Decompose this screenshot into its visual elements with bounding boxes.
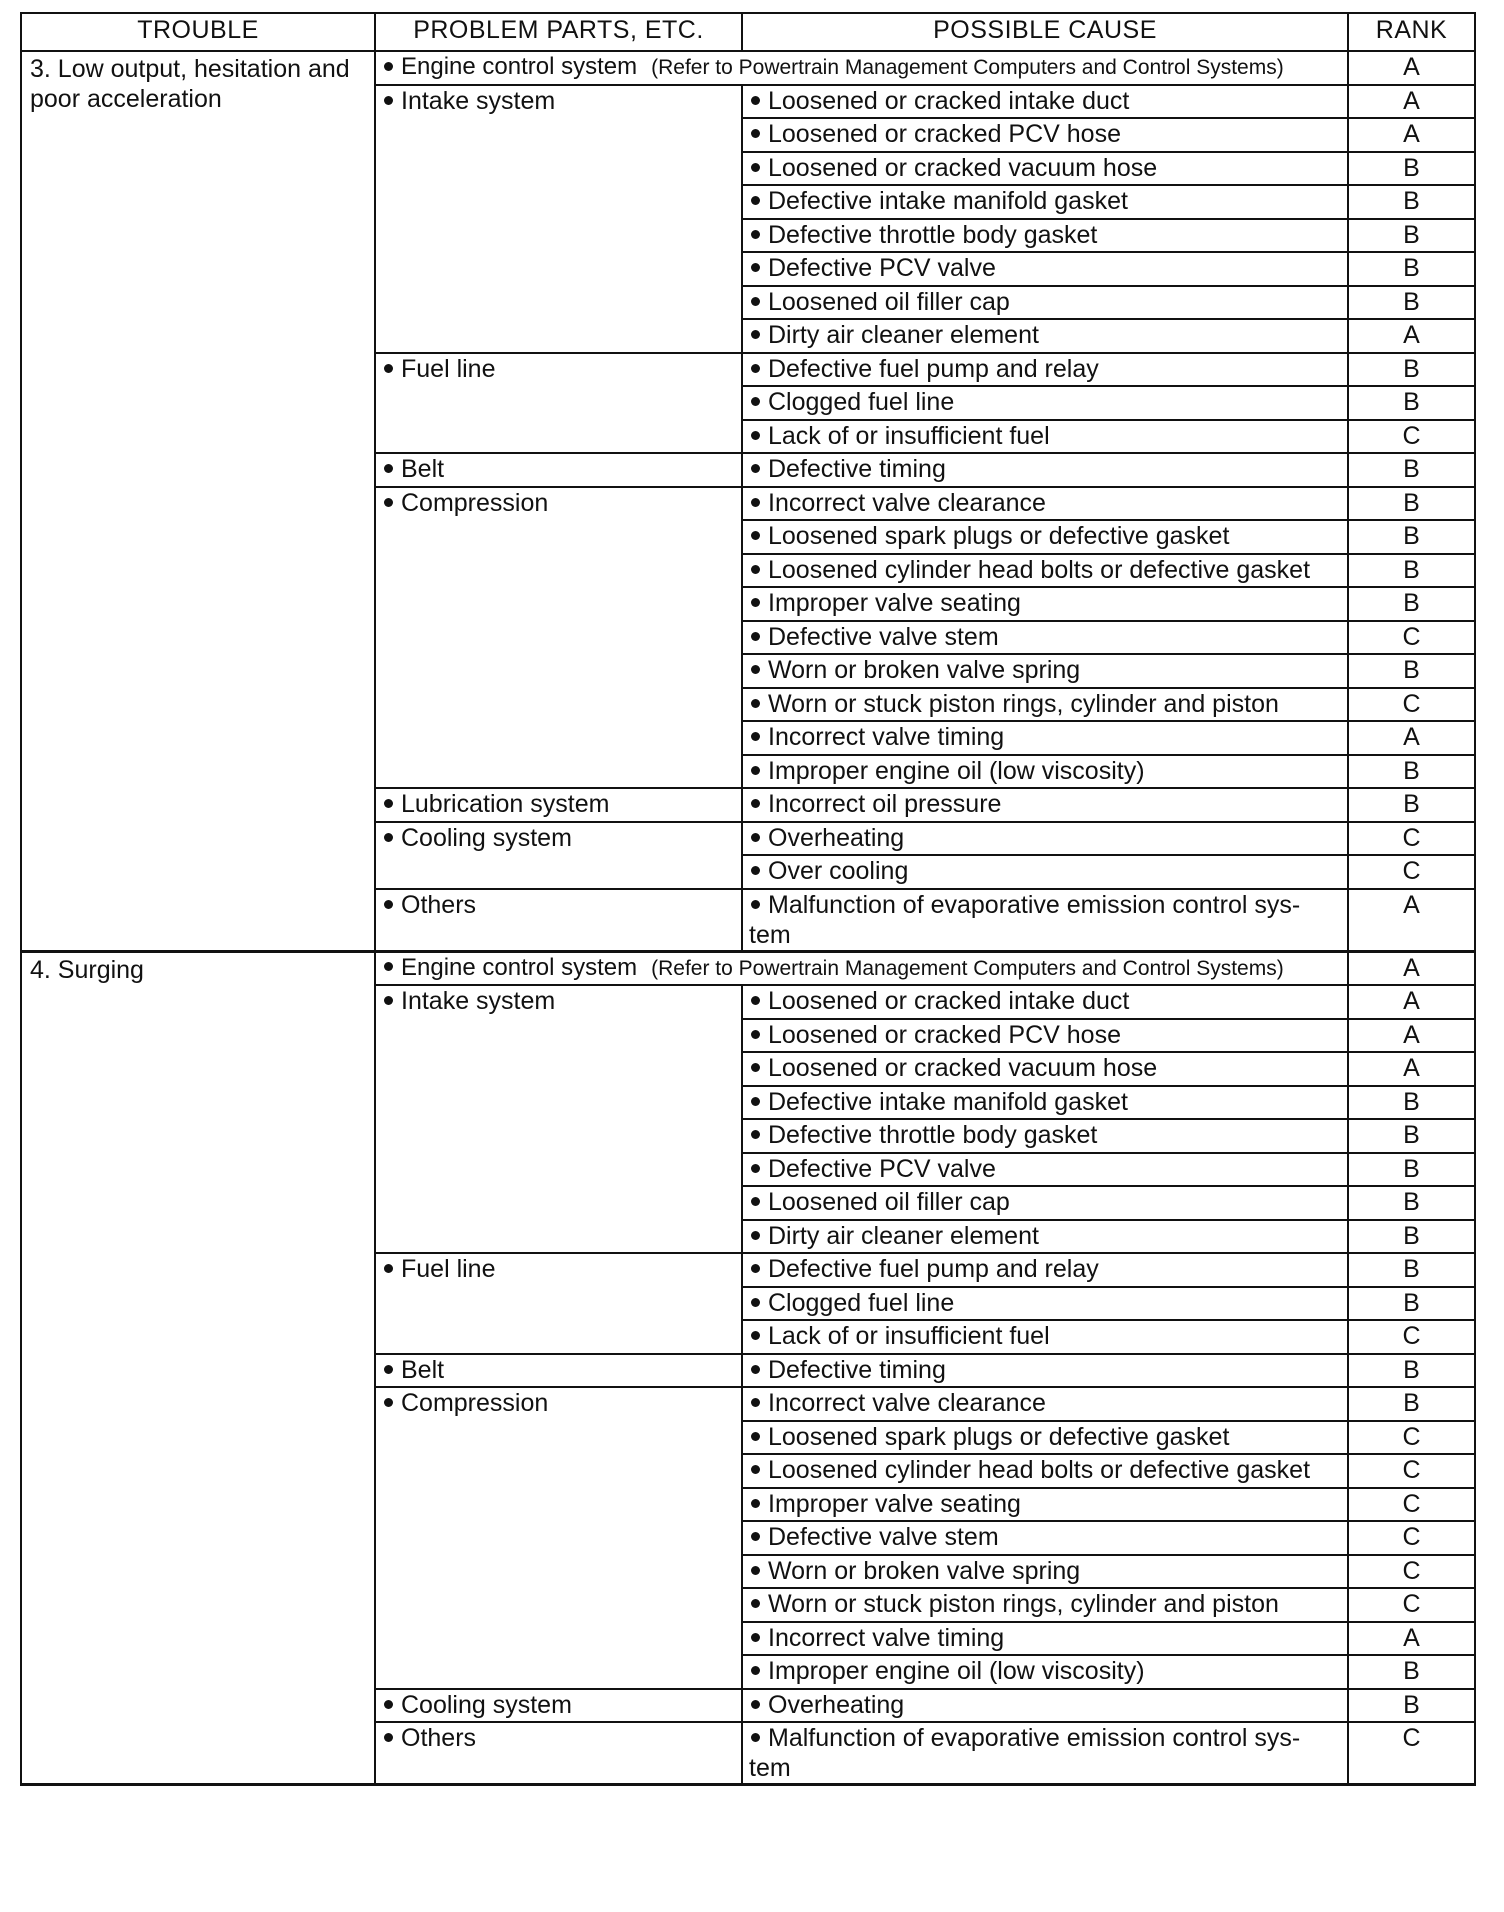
reference-note: (Refer to Powertrain Management Computers and Control Systems)	[651, 956, 1284, 980]
possible-cause-cell	[742, 1421, 1348, 1455]
possible-cause-cell	[742, 1153, 1348, 1187]
rank-cell: C	[1348, 1488, 1475, 1522]
rank-cell: C	[1348, 822, 1475, 856]
possible-cause-label: Defective fuel pump and relay	[768, 354, 1099, 383]
possible-cause-label: Over cooling	[768, 857, 909, 885]
possible-cause-label: Loosened or cracked intake duct	[768, 987, 1130, 1015]
possible-cause-cell	[742, 755, 1348, 789]
rank-cell: A	[1348, 319, 1475, 353]
header-trouble: TROUBLE	[21, 13, 375, 51]
bullet-icon	[751, 1298, 760, 1307]
trouble-cell	[21, 51, 375, 951]
possible-cause-label: Improper engine oil (low viscosity)	[768, 756, 1145, 785]
problem-part-cell	[375, 822, 742, 889]
problem-part-cell	[375, 51, 1348, 85]
rank-cell: B	[1348, 152, 1475, 186]
possible-cause-cell	[742, 889, 1348, 952]
trouble-cell	[21, 951, 375, 1785]
problem-part-label: Fuel line	[401, 354, 496, 383]
bullet-icon	[751, 230, 760, 239]
possible-cause-label: Improper valve seating	[768, 589, 1021, 617]
rank-cell: B	[1348, 1387, 1475, 1421]
possible-cause-cell	[742, 1354, 1348, 1388]
bullet-icon	[751, 1566, 760, 1575]
possible-cause-label: Loosened or cracked PCV hose	[768, 120, 1121, 148]
bullet-icon	[751, 1365, 760, 1374]
bullet-icon	[751, 1331, 760, 1340]
possible-cause-cell	[742, 185, 1348, 219]
bullet-icon	[751, 799, 760, 808]
bullet-icon	[384, 900, 393, 909]
bullet-icon	[751, 632, 760, 641]
possible-cause-cell	[742, 420, 1348, 454]
problem-part-cell	[375, 788, 742, 822]
rank-cell: C	[1348, 1521, 1475, 1555]
bullet-icon	[384, 62, 393, 71]
bullet-icon	[751, 1164, 760, 1173]
trouble-label: 4. Surging	[30, 955, 144, 984]
possible-cause-label: Loosened oil filler cap	[768, 287, 1010, 316]
bullet-icon	[384, 1733, 393, 1742]
rank-cell: C	[1348, 1454, 1475, 1488]
problem-part-label: Fuel line	[401, 1255, 496, 1283]
possible-cause-label: Loosened spark plugs or defective gasket	[768, 1422, 1230, 1451]
rank-cell: C	[1348, 1421, 1475, 1455]
rank-cell: C	[1348, 1320, 1475, 1354]
possible-cause-label: Defective valve stem	[768, 1523, 999, 1551]
rank-cell: B	[1348, 219, 1475, 253]
header-row	[21, 13, 1475, 51]
possible-cause-label: Dirty air cleaner element	[768, 1221, 1039, 1250]
possible-cause-label: Malfunction of evaporative emission control sys- tem	[749, 1724, 1301, 1782]
bullet-icon	[384, 1365, 393, 1374]
possible-cause-cell	[742, 1588, 1348, 1622]
bullet-icon	[751, 866, 760, 875]
possible-cause-label: Incorrect valve timing	[768, 1623, 1005, 1652]
bullet-icon	[751, 364, 760, 373]
bullet-icon	[384, 1264, 393, 1273]
bullet-icon	[384, 962, 393, 971]
bullet-icon	[751, 1197, 760, 1206]
rank-cell: A	[1348, 118, 1475, 152]
possible-cause-label: Defective PCV valve	[768, 254, 996, 282]
possible-cause-label: Loosened or cracked vacuum hose	[768, 1054, 1158, 1082]
possible-cause-label: Malfunction of evaporative emission control sys- tem	[749, 890, 1301, 949]
bullet-icon	[751, 96, 760, 105]
bullet-icon	[751, 1097, 760, 1106]
possible-cause-cell	[742, 219, 1348, 253]
bullet-icon	[751, 531, 760, 540]
problem-part-label: Intake system	[401, 86, 556, 115]
bullet-icon	[751, 1700, 760, 1709]
rank-cell: A	[1348, 889, 1475, 952]
rank-cell: B	[1348, 286, 1475, 320]
possible-cause-cell	[742, 1722, 1348, 1785]
bullet-icon	[751, 129, 760, 138]
bullet-icon	[751, 996, 760, 1005]
rank-cell: B	[1348, 1086, 1475, 1120]
rank-cell: C	[1348, 1555, 1475, 1589]
possible-cause-cell	[742, 453, 1348, 487]
possible-cause-cell	[742, 1086, 1348, 1120]
possible-cause-label: Incorrect oil pressure	[768, 790, 1002, 818]
possible-cause-label: Defective timing	[768, 455, 946, 483]
bullet-icon	[751, 1465, 760, 1474]
possible-cause-cell	[742, 587, 1348, 621]
problem-part-cell	[375, 1722, 742, 1785]
problem-part-label: Compression	[401, 1389, 549, 1417]
possible-cause-label: Defective fuel pump and relay	[768, 1255, 1099, 1283]
possible-cause-label: Worn or stuck piston rings, cylinder and piston	[768, 1590, 1279, 1618]
problem-part-cell	[375, 487, 742, 789]
table-row	[21, 951, 1475, 985]
possible-cause-label: Overheating	[768, 1690, 905, 1719]
problem-part-cell	[375, 453, 742, 487]
problem-part-cell	[375, 951, 1348, 985]
possible-cause-label: Loosened cylinder head bolts or defective gasket	[768, 555, 1311, 584]
header-rank: RANK	[1348, 13, 1475, 51]
problem-part-label: Lubrication system	[401, 790, 610, 818]
bullet-icon	[384, 96, 393, 105]
header-possible-cause: POSSIBLE CAUSE	[742, 13, 1348, 51]
possible-cause-cell	[742, 1689, 1348, 1723]
rank-cell: B	[1348, 353, 1475, 387]
bullet-icon	[751, 1733, 760, 1742]
possible-cause-cell	[742, 1119, 1348, 1153]
problem-part-cell	[375, 1689, 742, 1723]
bullet-icon	[751, 1063, 760, 1072]
bullet-icon	[751, 665, 760, 674]
rank-cell: C	[1348, 621, 1475, 655]
bullet-icon	[751, 464, 760, 473]
bullet-icon	[751, 1532, 760, 1541]
problem-part-label: Belt	[401, 455, 445, 483]
bullet-icon	[384, 464, 393, 473]
rank-cell: C	[1348, 688, 1475, 722]
possible-cause-cell	[742, 1186, 1348, 1220]
possible-cause-label: Improper valve seating	[768, 1489, 1021, 1518]
possible-cause-cell	[742, 1655, 1348, 1689]
possible-cause-label: Loosened or cracked PCV hose	[768, 1020, 1121, 1049]
problem-part-label: Cooling system	[401, 1690, 572, 1719]
possible-cause-label: Overheating	[768, 823, 905, 852]
bullet-icon	[751, 900, 760, 909]
rank-cell: B	[1348, 788, 1475, 822]
rank-cell: B	[1348, 1354, 1475, 1388]
rank-cell: B	[1348, 487, 1475, 521]
problem-part-cell	[375, 985, 742, 1253]
rank-cell: A	[1348, 985, 1475, 1019]
possible-cause-cell	[742, 1019, 1348, 1053]
possible-cause-label: Clogged fuel line	[768, 388, 955, 416]
possible-cause-label: Loosened or cracked intake duct	[768, 86, 1130, 115]
possible-cause-cell	[742, 319, 1348, 353]
rank-cell: C	[1348, 420, 1475, 454]
bullet-icon	[384, 1398, 393, 1407]
bullet-icon	[751, 833, 760, 842]
reference-note: (Refer to Powertrain Management Computers and Control Systems)	[651, 56, 1284, 79]
possible-cause-label: Worn or broken valve spring	[768, 1556, 1081, 1585]
possible-cause-cell	[742, 252, 1348, 286]
possible-cause-cell	[742, 1052, 1348, 1086]
possible-cause-cell	[742, 1454, 1348, 1488]
bullet-icon	[751, 196, 760, 205]
rank-cell: B	[1348, 386, 1475, 420]
possible-cause-label: Defective throttle body gasket	[768, 220, 1098, 249]
problem-part-cell	[375, 889, 742, 952]
bullet-icon	[751, 1264, 760, 1273]
bullet-icon	[384, 1700, 393, 1709]
possible-cause-cell	[742, 386, 1348, 420]
bullet-icon	[751, 1398, 760, 1407]
bullet-icon	[751, 598, 760, 607]
possible-cause-label: Improper engine oil (low viscosity)	[768, 1657, 1145, 1685]
problem-part-label: Others	[401, 1724, 477, 1752]
problem-part-cell	[375, 1354, 742, 1388]
bullet-icon	[384, 996, 393, 1005]
bullet-icon	[751, 263, 760, 272]
possible-cause-cell	[742, 286, 1348, 320]
bullet-icon	[751, 1130, 760, 1139]
problem-part-cell	[375, 85, 742, 353]
bullet-icon	[751, 330, 760, 339]
possible-cause-label: Defective intake manifold gasket	[768, 1087, 1128, 1116]
problem-part-label: Compression	[401, 488, 549, 517]
possible-cause-label: Clogged fuel line	[768, 1288, 955, 1317]
possible-cause-cell	[742, 855, 1348, 889]
rank-cell: B	[1348, 755, 1475, 789]
possible-cause-label: Incorrect valve clearance	[768, 1389, 1046, 1417]
bullet-icon	[384, 833, 393, 842]
rank-cell: B	[1348, 1253, 1475, 1287]
bullet-icon	[751, 1499, 760, 1508]
rank-cell: B	[1348, 554, 1475, 588]
possible-cause-cell	[742, 1253, 1348, 1287]
rank-cell: B	[1348, 587, 1475, 621]
possible-cause-label: Loosened oil filler cap	[768, 1188, 1010, 1216]
possible-cause-cell	[742, 621, 1348, 655]
rank-cell: B	[1348, 654, 1475, 688]
rank-cell: B	[1348, 1220, 1475, 1254]
problem-part-label: Intake system	[401, 987, 556, 1015]
problem-part-label: Others	[401, 890, 477, 919]
possible-cause-label: Loosened cylinder head bolts or defective gasket	[768, 1456, 1311, 1484]
possible-cause-cell	[742, 688, 1348, 722]
bullet-icon	[751, 297, 760, 306]
possible-cause-label: Defective timing	[768, 1355, 946, 1384]
bullet-icon	[751, 1231, 760, 1240]
rank-cell: B	[1348, 1655, 1475, 1689]
bullet-icon	[751, 1666, 760, 1675]
possible-cause-cell	[742, 1320, 1348, 1354]
bullet-icon	[751, 565, 760, 574]
bullet-icon	[384, 498, 393, 507]
bullet-icon	[751, 431, 760, 440]
possible-cause-cell	[742, 85, 1348, 119]
possible-cause-cell	[742, 118, 1348, 152]
table-body	[21, 51, 1475, 1785]
troubleshooting-sheet	[20, 12, 1474, 1786]
possible-cause-cell	[742, 554, 1348, 588]
rank-cell: C	[1348, 1722, 1475, 1785]
bullet-icon	[751, 1599, 760, 1608]
possible-cause-cell	[742, 788, 1348, 822]
problem-part-label: Belt	[401, 1355, 445, 1384]
possible-cause-label: Worn or stuck piston rings, cylinder and piston	[768, 689, 1279, 718]
possible-cause-label: Defective valve stem	[768, 622, 999, 651]
rank-cell: B	[1348, 185, 1475, 219]
problem-part-cell	[375, 353, 742, 454]
possible-cause-cell	[742, 1555, 1348, 1589]
possible-cause-label: Worn or broken valve spring	[768, 656, 1081, 684]
possible-cause-label: Incorrect valve timing	[768, 723, 1005, 751]
bullet-icon	[751, 163, 760, 172]
bullet-icon	[751, 1030, 760, 1039]
possible-cause-cell	[742, 1488, 1348, 1522]
bullet-icon	[751, 498, 760, 507]
possible-cause-label: Dirty air cleaner element	[768, 321, 1039, 349]
problem-part-cell	[375, 1387, 742, 1689]
rank-cell: A	[1348, 951, 1475, 985]
possible-cause-cell	[742, 1622, 1348, 1656]
rank-cell: A	[1348, 721, 1475, 755]
rank-cell: B	[1348, 1689, 1475, 1723]
possible-cause-cell	[742, 1387, 1348, 1421]
possible-cause-cell	[742, 1220, 1348, 1254]
problem-part-label: Engine control system	[401, 53, 638, 80]
possible-cause-cell	[742, 152, 1348, 186]
possible-cause-label: Loosened or cracked vacuum hose	[768, 153, 1158, 182]
possible-cause-label: Defective throttle body gasket	[768, 1121, 1098, 1149]
bullet-icon	[751, 699, 760, 708]
possible-cause-cell	[742, 1287, 1348, 1321]
possible-cause-label: Incorrect valve clearance	[768, 488, 1046, 517]
possible-cause-cell	[742, 353, 1348, 387]
rank-cell: B	[1348, 520, 1475, 554]
bullet-icon	[751, 1432, 760, 1441]
rank-cell: C	[1348, 1588, 1475, 1622]
rank-cell: B	[1348, 1119, 1475, 1153]
rank-cell: B	[1348, 252, 1475, 286]
possible-cause-cell	[742, 721, 1348, 755]
table-row	[21, 51, 1475, 85]
problem-part-cell	[375, 1253, 742, 1354]
rank-cell: A	[1348, 1052, 1475, 1086]
problem-part-label: Cooling system	[401, 823, 572, 852]
bullet-icon	[751, 397, 760, 406]
possible-cause-cell	[742, 520, 1348, 554]
rank-cell: A	[1348, 1019, 1475, 1053]
rank-cell: B	[1348, 1287, 1475, 1321]
rank-cell: B	[1348, 453, 1475, 487]
rank-cell: B	[1348, 1186, 1475, 1220]
trouble-label: 3. Low output, hesitation and poor acceleration	[30, 55, 350, 113]
possible-cause-label: Lack of or insufficient fuel	[768, 1322, 1050, 1350]
possible-cause-cell	[742, 822, 1348, 856]
possible-cause-cell	[742, 654, 1348, 688]
possible-cause-label: Loosened spark plugs or defective gasket	[768, 522, 1230, 550]
rank-cell: A	[1348, 1622, 1475, 1656]
troubleshooting-table	[20, 12, 1476, 1786]
rank-cell: B	[1348, 1153, 1475, 1187]
bullet-icon	[751, 1633, 760, 1642]
bullet-icon	[384, 364, 393, 373]
possible-cause-cell	[742, 1521, 1348, 1555]
possible-cause-cell	[742, 985, 1348, 1019]
bullet-icon	[751, 766, 760, 775]
bullet-icon	[751, 732, 760, 741]
possible-cause-cell	[742, 487, 1348, 521]
possible-cause-label: Defective PCV valve	[768, 1154, 996, 1183]
rank-cell: A	[1348, 85, 1475, 119]
rank-cell: C	[1348, 855, 1475, 889]
bullet-icon	[384, 799, 393, 808]
rank-cell: A	[1348, 51, 1475, 85]
possible-cause-label: Defective intake manifold gasket	[768, 187, 1128, 215]
possible-cause-label: Lack of or insufficient fuel	[768, 421, 1050, 450]
header-problem-parts: PROBLEM PARTS, ETC.	[375, 13, 742, 51]
problem-part-label: Engine control system	[401, 953, 638, 981]
